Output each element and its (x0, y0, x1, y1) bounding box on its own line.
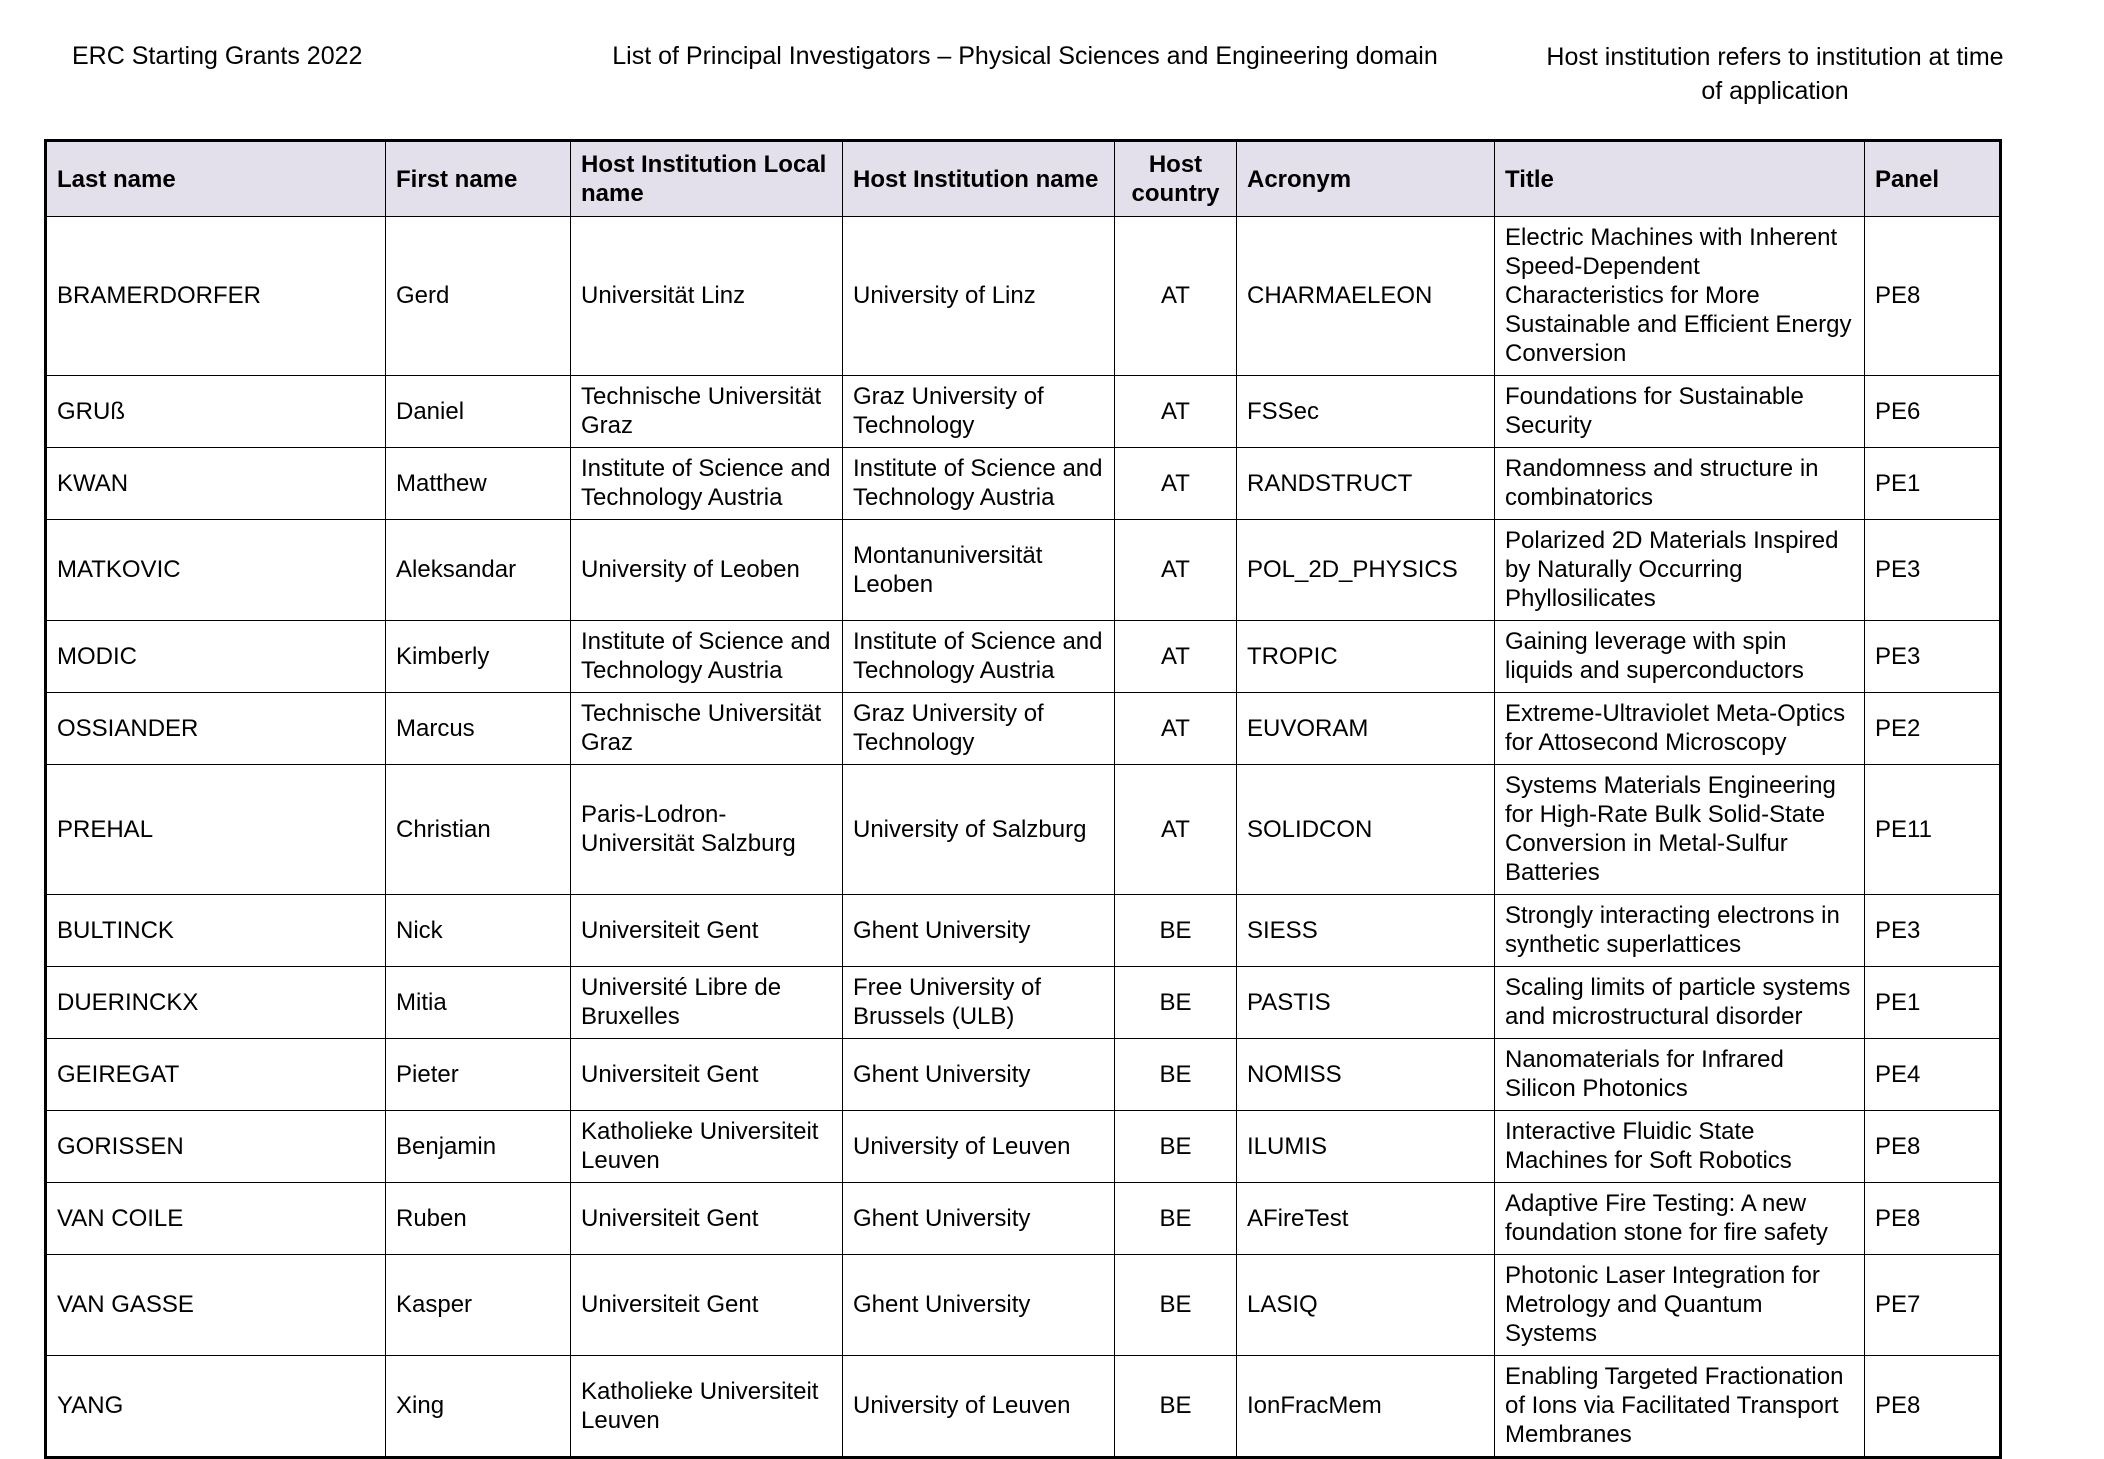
cell-host-country: AT (1115, 448, 1237, 520)
cell-host-institution-local-name: Universität Linz (571, 217, 843, 376)
document-header (0, 30, 2104, 110)
cell-host-country: BE (1115, 895, 1237, 967)
cell-first-name: Christian (386, 765, 571, 895)
cell-first-name: Aleksandar (386, 520, 571, 621)
cell-host-institution-local-name: Institute of Science and Technology Austria (571, 621, 843, 693)
table-row (46, 376, 2001, 448)
cell-panel: PE1 (1865, 448, 2001, 520)
table-row (46, 520, 2001, 621)
cell-acronym: CHARMAELEON (1237, 217, 1495, 376)
table-row (46, 1039, 2001, 1111)
table-header (46, 141, 2001, 217)
cell-host-country: AT (1115, 693, 1237, 765)
cell-first-name: Matthew (386, 448, 571, 520)
column-header-host-country (1115, 141, 1237, 217)
cell-panel: PE6 (1865, 376, 2001, 448)
column-header-host-institution-name: Host Institution name (843, 141, 1115, 217)
cell-panel: PE8 (1865, 1183, 2001, 1255)
column-header-title: Title (1495, 141, 1865, 217)
cell-last-name: GORISSEN (46, 1111, 386, 1183)
cell-panel: PE4 (1865, 1039, 2001, 1111)
cell-last-name: VAN COILE (46, 1183, 386, 1255)
cell-acronym: PASTIS (1237, 967, 1495, 1039)
cell-first-name: Benjamin (386, 1111, 571, 1183)
header-left-text: ERC Starting Grants 2022 (72, 42, 363, 70)
cell-acronym: EUVORAM (1237, 693, 1495, 765)
cell-host-country: BE (1115, 1183, 1237, 1255)
cell-host-institution-name: Montanuniversität Leoben (843, 520, 1115, 621)
cell-host-institution-local-name: Universiteit Gent (571, 1039, 843, 1111)
cell-host-institution-name: University of Linz (843, 217, 1115, 376)
cell-title: Gaining leverage with spin liquids and superconductors (1495, 621, 1865, 693)
table-row (46, 1183, 2001, 1255)
table-row (46, 765, 2001, 895)
cell-host-institution-local-name: Technische Universität Graz (571, 376, 843, 448)
cell-title: Strongly interacting electrons in synthetic superlattices (1495, 895, 1865, 967)
column-header-acronym: Acronym (1237, 141, 1495, 217)
cell-panel: PE2 (1865, 693, 2001, 765)
cell-host-institution-name: Ghent University (843, 1039, 1115, 1111)
cell-host-institution-name: University of Leuven (843, 1111, 1115, 1183)
investigators-table (44, 139, 2002, 1459)
cell-panel: PE3 (1865, 520, 2001, 621)
cell-first-name: Ruben (386, 1183, 571, 1255)
column-header-first-name: First name (386, 141, 571, 217)
table-row (46, 217, 2001, 376)
table-row (46, 621, 2001, 693)
cell-panel: PE3 (1865, 621, 2001, 693)
cell-last-name: GEIREGAT (46, 1039, 386, 1111)
cell-title: Extreme-Ultraviolet Meta-Optics for Attosecond Microscopy (1495, 693, 1865, 765)
cell-last-name: GRUß (46, 376, 386, 448)
cell-title: Interactive Fluidic State Machines for Soft Robotics (1495, 1111, 1865, 1183)
cell-host-country: BE (1115, 1111, 1237, 1183)
cell-panel: PE8 (1865, 1356, 2001, 1458)
cell-last-name: OSSIANDER (46, 693, 386, 765)
cell-title: Scaling limits of particle systems and microstructural disorder (1495, 967, 1865, 1039)
cell-first-name: Xing (386, 1356, 571, 1458)
header-right-note (1540, 40, 2010, 108)
cell-acronym: TROPIC (1237, 621, 1495, 693)
cell-acronym: SOLIDCON (1237, 765, 1495, 895)
cell-title: Randomness and structure in combinatorics (1495, 448, 1865, 520)
cell-title: Polarized 2D Materials Inspired by Naturally Occurring Phyllosilicates (1495, 520, 1865, 621)
cell-host-institution-name: University of Salzburg (843, 765, 1115, 895)
cell-first-name: Daniel (386, 376, 571, 448)
column-header-host-country-line2: country (1131, 180, 1220, 207)
cell-acronym: POL_2D_PHYSICS (1237, 520, 1495, 621)
cell-host-institution-local-name: Universiteit Gent (571, 1183, 843, 1255)
cell-acronym: LASIQ (1237, 1255, 1495, 1356)
cell-host-institution-local-name: Institute of Science and Technology Austria (571, 448, 843, 520)
cell-host-institution-name: Institute of Science and Technology Austria (843, 621, 1115, 693)
cell-host-institution-name: Graz University of Technology (843, 693, 1115, 765)
cell-last-name: PREHAL (46, 765, 386, 895)
cell-host-institution-name: Free University of Brussels (ULB) (843, 967, 1115, 1039)
cell-acronym: SIESS (1237, 895, 1495, 967)
column-header-panel: Panel (1865, 141, 2001, 217)
column-header-local-name-line2: name (581, 180, 644, 207)
cell-title: Adaptive Fire Testing: A new foundation stone for fire safety (1495, 1183, 1865, 1255)
cell-acronym: AFireTest (1237, 1183, 1495, 1255)
cell-last-name: MODIC (46, 621, 386, 693)
cell-host-institution-local-name: Technische Universität Graz (571, 693, 843, 765)
cell-acronym: ILUMIS (1237, 1111, 1495, 1183)
cell-last-name: DUERINCKX (46, 967, 386, 1039)
table-header-row (46, 141, 2001, 217)
cell-host-institution-local-name: Katholieke Universiteit Leuven (571, 1111, 843, 1183)
cell-first-name: Gerd (386, 217, 571, 376)
cell-acronym: FSSec (1237, 376, 1495, 448)
table-row (46, 895, 2001, 967)
cell-host-institution-name: Graz University of Technology (843, 376, 1115, 448)
cell-first-name: Kimberly (386, 621, 571, 693)
cell-panel: PE3 (1865, 895, 2001, 967)
cell-host-country: BE (1115, 967, 1237, 1039)
table-row (46, 1111, 2001, 1183)
cell-title: Electric Machines with Inherent Speed-Dependent Characteristics for More Sustainable and Efficient Energy Conversion (1495, 217, 1865, 376)
cell-panel: PE8 (1865, 1111, 2001, 1183)
column-header-host-institution-local-name (571, 141, 843, 217)
cell-panel: PE8 (1865, 217, 2001, 376)
cell-host-country: AT (1115, 520, 1237, 621)
column-header-host-country-line1: Host (1148, 151, 1203, 178)
cell-host-institution-name: Institute of Science and Technology Austria (843, 448, 1115, 520)
table-row (46, 448, 2001, 520)
cell-host-country: AT (1115, 765, 1237, 895)
cell-last-name: KWAN (46, 448, 386, 520)
cell-host-institution-name: University of Leuven (843, 1356, 1115, 1458)
cell-panel: PE11 (1865, 765, 2001, 895)
header-right-note-line2: at time of application (1701, 43, 2004, 105)
header-center-title: List of Principal Investigators – Physical Sciences and Engineering domain (612, 42, 1438, 70)
cell-title: Nanomaterials for Infrared Silicon Photonics (1495, 1039, 1865, 1111)
column-header-local-name-line1: Host Institution Local (581, 151, 827, 178)
cell-acronym: NOMISS (1237, 1039, 1495, 1111)
cell-panel: PE7 (1865, 1255, 2001, 1356)
cell-host-institution-local-name: Universiteit Gent (571, 895, 843, 967)
cell-host-country: AT (1115, 376, 1237, 448)
cell-title: Photonic Laser Integration for Metrology and Quantum Systems (1495, 1255, 1865, 1356)
cell-host-institution-local-name: Katholieke Universiteit Leuven (571, 1356, 843, 1458)
cell-first-name: Kasper (386, 1255, 571, 1356)
cell-host-country: AT (1115, 621, 1237, 693)
cell-host-institution-name: Ghent University (843, 895, 1115, 967)
cell-host-institution-local-name: University of Leoben (571, 520, 843, 621)
cell-host-institution-local-name: Universiteit Gent (571, 1255, 843, 1356)
cell-first-name: Nick (386, 895, 571, 967)
cell-host-institution-local-name: Paris-Lodron-Universität Salzburg (571, 765, 843, 895)
cell-last-name: MATKOVIC (46, 520, 386, 621)
cell-host-country: AT (1115, 217, 1237, 376)
table-row (46, 967, 2001, 1039)
cell-acronym: IonFracMem (1237, 1356, 1495, 1458)
cell-host-country: BE (1115, 1356, 1237, 1458)
cell-first-name: Mitia (386, 967, 571, 1039)
table-body (46, 217, 2001, 1458)
cell-host-country: BE (1115, 1039, 1237, 1111)
cell-last-name: VAN GASSE (46, 1255, 386, 1356)
cell-host-institution-name: Ghent University (843, 1255, 1115, 1356)
cell-first-name: Marcus (386, 693, 571, 765)
cell-first-name: Pieter (386, 1039, 571, 1111)
cell-acronym: RANDSTRUCT (1237, 448, 1495, 520)
cell-host-country: BE (1115, 1255, 1237, 1356)
cell-panel: PE1 (1865, 967, 2001, 1039)
cell-title: Systems Materials Engineering for High-Rate Bulk Solid-State Conversion in Metal-Sulfur Batteries (1495, 765, 1865, 895)
cell-last-name: YANG (46, 1356, 386, 1458)
column-header-last-name: Last name (46, 141, 386, 217)
cell-last-name: BRAMERDORFER (46, 217, 386, 376)
table-row (46, 1255, 2001, 1356)
cell-host-institution-local-name: Université Libre de Bruxelles (571, 967, 843, 1039)
cell-title: Foundations for Sustainable Security (1495, 376, 1865, 448)
table-row (46, 693, 2001, 765)
cell-title: Enabling Targeted Fractionation of Ions via Facilitated Transport Membranes (1495, 1356, 1865, 1458)
table-row (46, 1356, 2001, 1458)
cell-host-institution-name: Ghent University (843, 1183, 1115, 1255)
cell-last-name: BULTINCK (46, 895, 386, 967)
investigators-table-wrapper (44, 139, 1999, 1459)
header-right-note-line1: Host institution refers to institution (1546, 43, 1922, 71)
